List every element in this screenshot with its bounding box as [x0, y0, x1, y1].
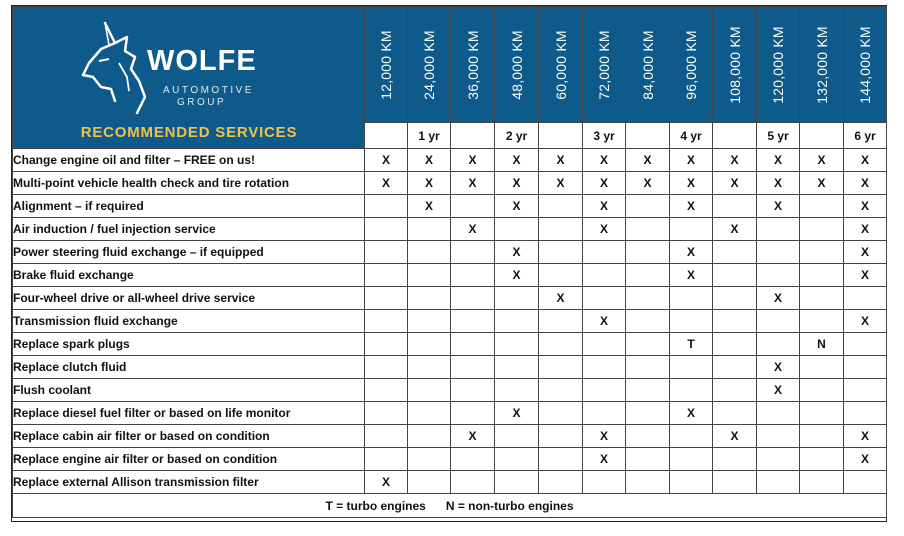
service-mark	[713, 448, 757, 471]
service-name: Replace cabin air filter or based on condition	[13, 425, 365, 448]
service-mark: X	[670, 195, 713, 218]
service-mark	[670, 425, 713, 448]
service-mark: X	[757, 379, 800, 402]
service-mark	[451, 264, 495, 287]
service-mark: X	[583, 425, 626, 448]
service-mark: X	[844, 172, 887, 195]
interval-km-label: 48,000 KM	[508, 29, 525, 100]
service-mark: X	[844, 264, 887, 287]
service-mark	[800, 241, 844, 264]
service-mark	[451, 356, 495, 379]
service-mark	[451, 241, 495, 264]
service-name: Multi-point vehicle health check and tire rotation	[13, 172, 365, 195]
interval-year-label: 3 yr	[583, 123, 626, 149]
service-mark	[583, 264, 626, 287]
service-mark	[495, 333, 539, 356]
service-mark	[800, 402, 844, 425]
service-name: Replace clutch fluid	[13, 356, 365, 379]
service-mark: X	[365, 149, 408, 172]
service-mark	[408, 264, 451, 287]
service-mark	[451, 402, 495, 425]
service-mark: X	[844, 310, 887, 333]
service-mark	[713, 402, 757, 425]
service-mark: X	[713, 149, 757, 172]
service-mark	[365, 287, 408, 310]
service-mark	[583, 287, 626, 310]
service-mark	[495, 379, 539, 402]
service-mark	[800, 425, 844, 448]
interval-year-label	[713, 123, 757, 149]
interval-km-header	[757, 7, 800, 123]
service-mark	[844, 333, 887, 356]
interval-year-label	[451, 123, 495, 149]
service-mark	[626, 448, 670, 471]
service-mark	[844, 287, 887, 310]
service-mark	[451, 379, 495, 402]
service-mark	[800, 310, 844, 333]
service-mark	[757, 425, 800, 448]
service-mark: X	[670, 402, 713, 425]
service-mark	[626, 356, 670, 379]
service-mark	[800, 356, 844, 379]
service-mark: N	[800, 333, 844, 356]
service-mark: X	[844, 195, 887, 218]
km-header-row	[13, 7, 887, 123]
service-mark	[713, 379, 757, 402]
service-mark	[670, 356, 713, 379]
service-mark: X	[539, 149, 583, 172]
service-mark	[539, 310, 583, 333]
service-mark	[713, 264, 757, 287]
service-mark	[365, 333, 408, 356]
service-mark	[626, 264, 670, 287]
service-mark	[626, 287, 670, 310]
service-mark	[365, 218, 408, 241]
legend-row	[13, 494, 887, 518]
service-mark: X	[844, 425, 887, 448]
service-mark	[539, 356, 583, 379]
service-mark	[844, 471, 887, 494]
service-mark	[757, 310, 800, 333]
wolf-head-icon	[75, 17, 155, 117]
service-mark	[365, 264, 408, 287]
brand-tagline-line2: GROUP	[177, 97, 227, 108]
service-mark: X	[800, 172, 844, 195]
service-mark: X	[626, 172, 670, 195]
interval-km-label: 144,000 KM	[857, 25, 873, 104]
service-mark	[539, 448, 583, 471]
service-mark	[583, 402, 626, 425]
service-mark	[495, 287, 539, 310]
service-mark	[495, 425, 539, 448]
service-row	[13, 402, 887, 425]
service-mark: T	[670, 333, 713, 356]
service-mark	[408, 471, 451, 494]
interval-km-label: 84,000 KM	[639, 29, 656, 100]
service-mark	[583, 471, 626, 494]
interval-km-header	[583, 7, 626, 123]
service-name: Power steering fluid exchange – if equipped	[13, 241, 365, 264]
interval-km-header	[539, 7, 583, 123]
service-row	[13, 333, 887, 356]
service-mark	[800, 287, 844, 310]
service-mark	[539, 195, 583, 218]
service-mark	[365, 195, 408, 218]
service-mark	[844, 379, 887, 402]
service-mark: X	[451, 172, 495, 195]
interval-km-label: 60,000 KM	[552, 29, 569, 100]
service-mark: X	[539, 172, 583, 195]
service-mark: X	[844, 241, 887, 264]
service-mark: X	[583, 218, 626, 241]
service-mark	[408, 448, 451, 471]
service-mark	[539, 264, 583, 287]
interval-year-label	[539, 123, 583, 149]
service-name: Alignment – if required	[13, 195, 365, 218]
service-mark: X	[583, 448, 626, 471]
service-mark	[713, 333, 757, 356]
service-mark: X	[583, 149, 626, 172]
service-mark	[539, 379, 583, 402]
service-mark: X	[495, 149, 539, 172]
service-mark	[844, 402, 887, 425]
interval-km-header	[844, 7, 887, 123]
service-mark	[626, 425, 670, 448]
service-mark	[495, 218, 539, 241]
section-title: RECOMMENDED SERVICES	[80, 124, 298, 141]
service-mark	[713, 471, 757, 494]
interval-km-label: 12,000 KM	[378, 29, 394, 100]
service-mark: X	[757, 195, 800, 218]
service-mark: X	[408, 149, 451, 172]
service-mark: X	[583, 195, 626, 218]
service-mark	[583, 356, 626, 379]
service-mark	[451, 195, 495, 218]
service-mark: X	[800, 149, 844, 172]
service-mark	[800, 195, 844, 218]
interval-year-label: 1 yr	[408, 123, 451, 149]
service-mark	[583, 379, 626, 402]
service-mark: X	[539, 287, 583, 310]
service-mark	[365, 425, 408, 448]
interval-year-label	[365, 123, 408, 149]
service-mark	[495, 356, 539, 379]
service-mark: X	[757, 287, 800, 310]
interval-km-label: 132,000 KM	[813, 25, 830, 104]
brand-header	[13, 7, 365, 149]
schedule-table	[12, 6, 887, 518]
service-mark: X	[844, 149, 887, 172]
brand-name: WOLFE	[147, 45, 257, 77]
interval-year-label: 6 yr	[844, 123, 887, 149]
interval-km-label: 96,000 KM	[683, 29, 699, 100]
service-mark	[626, 402, 670, 425]
service-mark	[408, 241, 451, 264]
service-mark: X	[844, 448, 887, 471]
service-mark	[626, 333, 670, 356]
service-mark	[757, 402, 800, 425]
interval-km-header	[495, 7, 539, 123]
service-name: Air induction / fuel injection service	[13, 218, 365, 241]
service-mark	[757, 218, 800, 241]
service-row	[13, 310, 887, 333]
service-name: Flush coolant	[13, 379, 365, 402]
service-mark	[713, 356, 757, 379]
service-mark	[539, 241, 583, 264]
service-name: Replace engine air filter or based on condition	[13, 448, 365, 471]
service-mark	[408, 356, 451, 379]
service-mark	[408, 425, 451, 448]
service-mark	[626, 310, 670, 333]
service-mark	[408, 402, 451, 425]
interval-year-label: 5 yr	[757, 123, 800, 149]
service-mark	[451, 287, 495, 310]
service-mark	[757, 333, 800, 356]
service-mark: X	[495, 172, 539, 195]
service-mark	[408, 218, 451, 241]
service-row	[13, 471, 887, 494]
service-row	[13, 172, 887, 195]
service-mark	[757, 448, 800, 471]
service-mark: X	[408, 172, 451, 195]
interval-year-label	[800, 123, 844, 149]
service-mark: X	[757, 172, 800, 195]
service-mark	[451, 448, 495, 471]
service-mark	[365, 402, 408, 425]
service-name: Change engine oil and filter – FREE on us!	[13, 149, 365, 172]
service-mark	[539, 471, 583, 494]
service-mark	[713, 310, 757, 333]
service-mark: X	[365, 471, 408, 494]
service-name: Replace external Allison transmission filter	[13, 471, 365, 494]
service-mark: X	[713, 425, 757, 448]
service-mark	[713, 287, 757, 310]
service-mark: X	[451, 218, 495, 241]
service-mark	[800, 264, 844, 287]
service-mark: X	[626, 149, 670, 172]
service-mark	[408, 310, 451, 333]
service-mark	[670, 448, 713, 471]
service-row	[13, 379, 887, 402]
service-mark	[844, 356, 887, 379]
service-mark	[539, 425, 583, 448]
service-name: Four-wheel drive or all-wheel drive service	[13, 287, 365, 310]
service-row	[13, 448, 887, 471]
service-mark	[495, 448, 539, 471]
interval-km-header	[713, 7, 757, 123]
service-mark	[495, 310, 539, 333]
service-mark	[626, 379, 670, 402]
service-mark	[451, 310, 495, 333]
service-name: Transmission fluid exchange	[13, 310, 365, 333]
service-row	[13, 287, 887, 310]
interval-km-header	[451, 7, 495, 123]
service-mark	[539, 333, 583, 356]
service-mark	[408, 287, 451, 310]
service-mark: X	[365, 172, 408, 195]
service-mark	[365, 356, 408, 379]
service-mark: X	[451, 149, 495, 172]
interval-km-label: 24,000 KM	[421, 29, 437, 100]
interval-year-label: 4 yr	[670, 123, 713, 149]
service-mark: X	[713, 218, 757, 241]
service-mark	[670, 379, 713, 402]
service-mark	[670, 471, 713, 494]
service-mark	[365, 448, 408, 471]
service-mark	[408, 379, 451, 402]
service-row	[13, 218, 887, 241]
interval-km-header	[626, 7, 670, 123]
service-name: Brake fluid exchange	[13, 264, 365, 287]
service-mark	[451, 333, 495, 356]
service-mark: X	[495, 241, 539, 264]
service-mark	[670, 218, 713, 241]
service-mark: X	[408, 195, 451, 218]
service-mark: X	[757, 149, 800, 172]
service-mark: X	[670, 241, 713, 264]
service-row	[13, 241, 887, 264]
service-mark	[365, 310, 408, 333]
service-mark	[539, 218, 583, 241]
service-mark	[670, 287, 713, 310]
interval-km-label: 108,000 KM	[726, 25, 743, 104]
service-name: Replace spark plugs	[13, 333, 365, 356]
service-mark: X	[670, 172, 713, 195]
interval-km-label: 120,000 KM	[770, 25, 786, 104]
service-mark: X	[670, 264, 713, 287]
service-mark	[495, 471, 539, 494]
interval-km-header	[800, 7, 844, 123]
service-mark: X	[583, 172, 626, 195]
legend-text: T = turbo engines N = non-turbo engines	[13, 494, 887, 518]
interval-km-label: 36,000 KM	[464, 29, 481, 100]
interval-km-header	[365, 7, 408, 123]
maintenance-schedule	[11, 5, 887, 522]
service-mark	[626, 218, 670, 241]
service-mark	[713, 241, 757, 264]
interval-year-label	[626, 123, 670, 149]
service-mark	[626, 241, 670, 264]
service-mark	[365, 379, 408, 402]
interval-year-label: 2 yr	[495, 123, 539, 149]
service-mark	[757, 264, 800, 287]
service-row	[13, 264, 887, 287]
service-mark	[626, 471, 670, 494]
service-mark	[365, 241, 408, 264]
service-mark	[626, 195, 670, 218]
service-mark	[757, 241, 800, 264]
service-mark	[451, 471, 495, 494]
interval-km-label: 72,000 KM	[596, 29, 612, 100]
service-name: Replace diesel fuel filter or based on life monitor	[13, 402, 365, 425]
service-mark: X	[495, 402, 539, 425]
service-mark	[800, 471, 844, 494]
service-mark	[583, 333, 626, 356]
service-mark	[713, 195, 757, 218]
interval-km-header	[408, 7, 451, 123]
service-mark	[408, 333, 451, 356]
brand-tagline-line1: AUTOMOTIVE	[163, 85, 254, 96]
service-mark: X	[713, 172, 757, 195]
service-mark	[757, 471, 800, 494]
service-mark: X	[757, 356, 800, 379]
service-mark	[800, 218, 844, 241]
service-mark	[670, 310, 713, 333]
service-mark	[800, 448, 844, 471]
service-mark: X	[495, 264, 539, 287]
service-row	[13, 195, 887, 218]
service-mark: X	[495, 195, 539, 218]
service-mark: X	[844, 218, 887, 241]
service-row	[13, 425, 887, 448]
service-row	[13, 149, 887, 172]
service-mark	[800, 379, 844, 402]
service-row	[13, 356, 887, 379]
service-mark	[539, 402, 583, 425]
interval-km-header	[670, 7, 713, 123]
service-mark: X	[670, 149, 713, 172]
service-mark	[583, 241, 626, 264]
service-mark: X	[451, 425, 495, 448]
service-mark: X	[583, 310, 626, 333]
